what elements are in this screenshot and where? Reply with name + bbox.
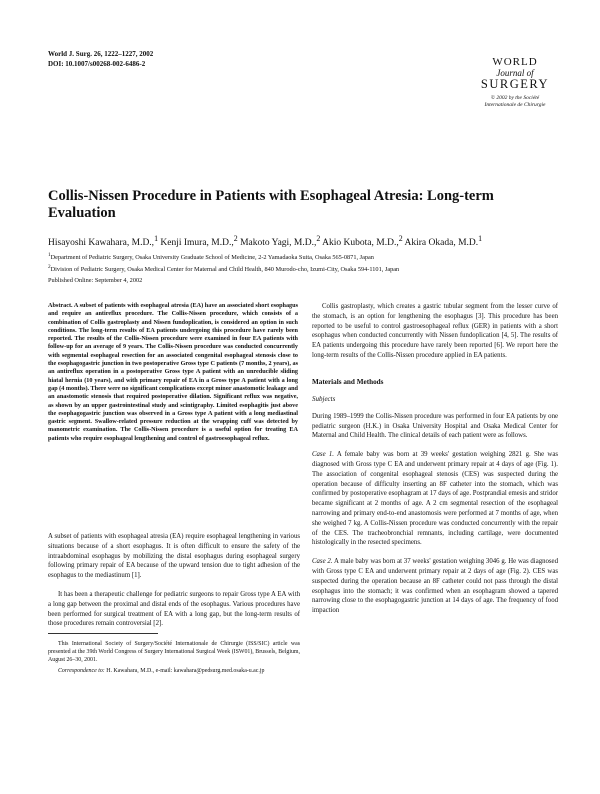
article-title: Collis-Nissen Procedure in Patients with Esophageal Atresia: Long-term Evaluation bbox=[48, 188, 494, 221]
introduction bbox=[48, 532, 300, 629]
citation: World J. Surg. 26, 1222–1227, 2002 bbox=[48, 50, 154, 58]
paragraph: During 1989–1999 the Collis-Nissen procedure was performed in four EA patients by one pediatric surgeon (H.K.) in Osaka University Hospital and Osaka Medical Center for Maternal and Child Health. The clinical details of each patient were as follows. bbox=[312, 412, 558, 440]
footnotes bbox=[48, 640, 300, 677]
affiliation: $^2$Division of Pediatric Surgery, Osaka Medical Center for Maternal and Child Health, 840 Murodo-cho, Izumi-City, Osaka 594-1101, Japan bbox=[48, 263, 400, 273]
footnote-divider bbox=[48, 633, 158, 634]
abstract: Abstract. A subset of patients with esophageal atresia (EA) have an associated short esophagus and require an antireflux procedure. The Collis-Nissen procedure, which consists of a combination of Collis gastroplasty and Nissen fundoplication, is considered an option in such conditions. The long-term results of EA patients undergoing this procedure have rarely been reported. The results of the Collis-Nissen procedure were examined in four EA patients with follow-up for an average of 9 years. The Collis-Nissen procedure was conducted concurrently with segmental esophageal resection for an associated congenital esophageal stenosis close to the esophagogastric junction in two postoperative Gross type C patients (7 months, 2 years), as an antireflux operation in a postoperative Gross type A patient with an unreducible sliding hiatal hernia (10 years), and with primary repair of EA in a Gross type A patient with a long gap (4 months). There were no significant complications except minor anastomotic leakage and an anastomotic stenosis that required postoperative dilation. Significant reflux was negative, as shown by an upper gastrointestinal study and scintigraphy. Limited esophagitis just above the esophagogastric junction was observed in a Gross type A patient with a long mediastinal gastric segment. Swallow-related pressure reduction at the wrapping cuff was detected by manometric examination. The Collis-Nissen procedure is a useful option for treating EA patients who require esophageal lengthening and control of gastroesophageal reflux. bbox=[48, 302, 298, 442]
right-column bbox=[312, 302, 558, 616]
paragraph: Collis gastroplasty, which creates a gastric tubular segment from the lesser curve of the stomach, is an option for lengthening the esophagus [3]. This procedure has been reported to be useful to control gastroesophageal reflux (GER) in patients with a short esophagus when conducted concurrently with Nissen fundoplication [4, 5]. The results of EA patients undergoing this procedure have rarely been reported [6]. We report here the long-term results of the Collis-Nissen procedure applied in EA patients. bbox=[312, 303, 558, 359]
author: Akio Kubota, M.D., bbox=[322, 238, 399, 249]
affiliations bbox=[48, 251, 560, 275]
logo-copyright-1: © 2002 by the Société bbox=[490, 95, 540, 101]
correspondence: Correspondence to: H. Kawahara, M.D., e-mail: kawahara@pedsurg.med.osaka-u.ac.jp bbox=[58, 667, 265, 674]
journal-header bbox=[48, 50, 153, 69]
author: Makoto Yagi, M.D., bbox=[240, 238, 317, 249]
affiliation: $^1$Department of Pediatric Surgery, Osaka University Graduate School of Medicine, 2-2 Yamadaoka Suita, Osaka 565-0871, Japan bbox=[48, 252, 374, 262]
section-heading: Materials and Methods bbox=[312, 377, 384, 386]
journal-logo bbox=[476, 56, 554, 109]
logo-copyright-2: Internationale de Chirurgie bbox=[484, 102, 546, 108]
author: Kenji Imura, M.D., bbox=[160, 238, 234, 249]
case-2: Case 2. A male baby was born at 37 weeks' gestation weighing 3046 g. He was diagnosed with Gross type C EA and underwent primary repair at 2 days of age (Fig. 2). CES was suspected during the operation because an 8F catheter could not pass through the distal esophagus into the stomach; it was confirmed when an esophagram showed a tapered narrowing close to the esophagogastric junction at 14 days of age. The frequency of food impaction bbox=[312, 558, 558, 615]
doi: DOI: 10.1007/s00268-002-6486-2 bbox=[48, 59, 146, 68]
logo-line-journal-of: Journal of bbox=[496, 68, 534, 78]
author: Hisayoshi Kawahara, M.D., bbox=[48, 238, 155, 249]
subsection-heading: Subjects bbox=[312, 394, 336, 403]
paragraph: It has been a therapeutic challenge for pediatric surgeons to repair Gross type A EA with a long gap between the proximal and distal ends of the esophagus. Various procedures have been performed for surgical treatment of EA with a long gap, but the long-term results of those procedures remain controversial [2]. bbox=[48, 590, 300, 628]
footnote: This International Society of Surgery/Société Internationale de Chirurgie (ISS/SIC) article was presented at the 39th World Congress of Surgery International Surgical Week (ISW01), Brussels, Belgium, August 26–30, 2001. bbox=[48, 641, 300, 664]
logo-line-world: WORLD bbox=[492, 56, 538, 68]
logo-line-surgery: SURGERY bbox=[480, 77, 550, 91]
paragraph: A subset of patients with esophageal atresia (EA) require esophageal lengthening in various situations because of a short esophagus. It is often difficult to ensure the safety of the intraabdominal esophagus by mobilizing the distal esophagus during esophageal surgery following primary repair of EA because of the upward tension due to tight adhesion of the esophagus to the mediastinum [1]. bbox=[48, 533, 300, 580]
author: Akira Okada, M.D. bbox=[404, 238, 479, 249]
author-list: Hisayoshi Kawahara, M.D.,$^1$ Kenji Imura, M.D.,$^2$ Makoto Yagi, M.D.,$^2$ Akio Kubota, M.D.,$^2$ Akira Okada, M.D.$^1$ bbox=[48, 234, 483, 249]
published-date: Published Online: September 4, 2002 bbox=[48, 277, 143, 284]
case-1: Case 1. A female baby was born at 39 weeks' gestation weighing 2821 g. She was diagnosed with Gross type C EA and underwent primary repair at 4 days of age (Fig. 1). The association of congenital esophageal stenosis (CES) was suspected during the operation because of difficulty inserting an 8F catheter into the stomach, which was confirmed by postoperative esophagram at 17 days of age. Postprandial emesis and stridor became significant at 2 months of age. A 2 cm segmental resection of the esophageal narrowing and primary end-to-end anastomosis were performed at 7 months of age, when she weighed 7 kg. A Collis-Nissen procedure was conducted concurrently with the repair of the CES. The tracheobronchial remnants, including cartilage, were documented histologically in the resected specimens. bbox=[312, 451, 558, 547]
